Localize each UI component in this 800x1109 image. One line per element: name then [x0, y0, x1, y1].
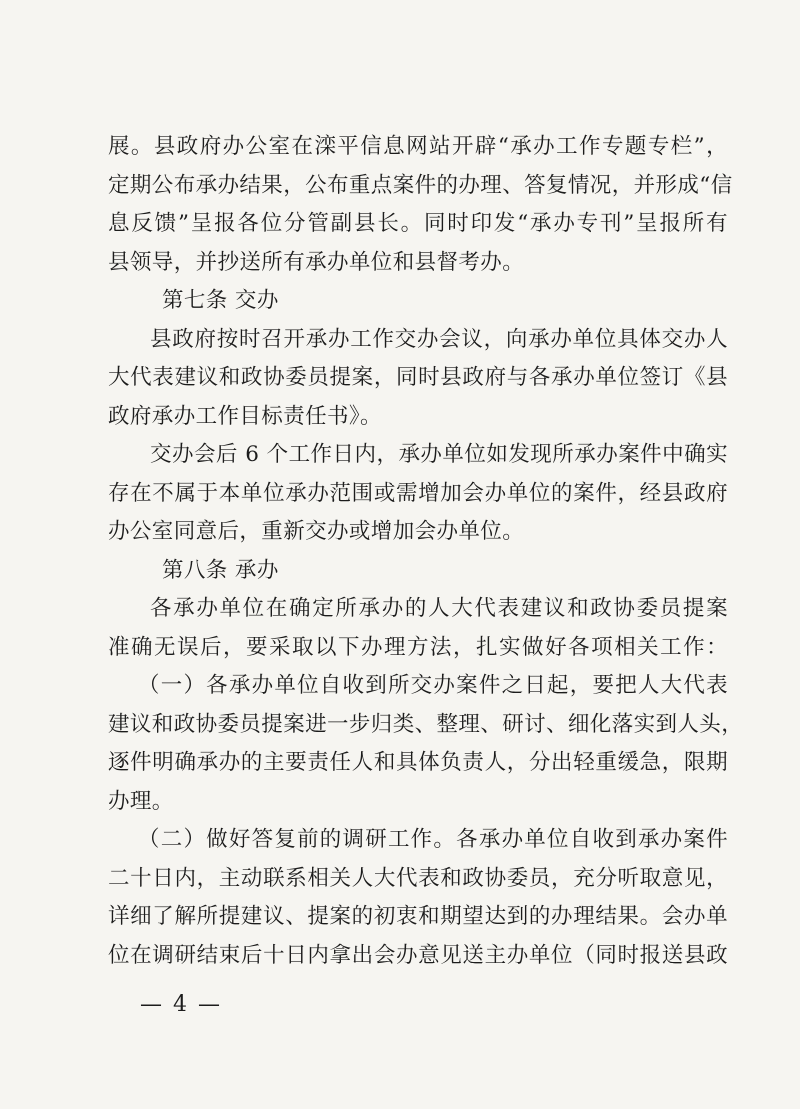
text-line: 展。县政府办公室在滦平信息网站开辟“承办工作专题专栏”， — [108, 134, 728, 159]
text-line: 准确无误后，要采取以下办理方法，扎实做好各项相关工作： — [108, 634, 728, 660]
body-text — [108, 128, 744, 975]
section-heading-article-8: 第八条 承办 — [162, 557, 279, 583]
text-line: 办公室同意后，重新交办或增加会办单位。 — [108, 519, 525, 544]
text-line: 位在调研结束后十日内拿出会办意见送主办单位（同时报送县政 — [108, 942, 728, 968]
text-line: 办理。 — [108, 788, 174, 814]
text-line: 各承办单位在确定所承办的人大代表建议和政协委员提案 — [150, 596, 728, 621]
text-line: 交办会后 6 个工作日内，承办单位如发现所承办案件中确实 — [150, 442, 728, 467]
text-line: 大代表建议和政协委员提案，同时县政府与各承办单位签订《县 — [108, 365, 728, 390]
text-line: 定期公布承办结果，公布重点案件的办理、答复情况，并形成“信 — [108, 172, 733, 198]
text-line: （一）各承办单位自收到所交办案件之日起，要把人大代表 — [138, 673, 728, 698]
page-number: — 4 — — [140, 992, 222, 1017]
text-line: 政府承办工作目标责任书》。 — [108, 403, 382, 429]
text-line: 存在不属于本单位承办范围或需增加会办单位的案件，经县政府 — [108, 480, 728, 506]
text-line: （二）做好答复前的调研工作。各承办单位自收到承办案件 — [138, 827, 728, 852]
text-line: 县领导，并抄送所有承办单位和县督考办。 — [108, 249, 525, 275]
text-line: 逐件明确承办的主要责任人和具体负责人，分出轻重缓急，限期 — [108, 750, 728, 775]
text-line: 息反馈”呈报各位分管副县长。同时印发“承办专刊”呈报所有 — [108, 211, 728, 236]
text-line: 详细了解所提建议、提案的初衷和期望达到的办理结果。会办单 — [108, 904, 728, 929]
text-line: 二十日内，主动联系相关人大代表和政协委员，充分听取意见， — [108, 865, 728, 891]
text-line: 县政府按时召开承办工作交办会议，向承办单位具体交办人 — [150, 326, 728, 352]
text-line: 建议和政协委员提案进一步归类、整理、研讨、细化落实到人头， — [108, 711, 744, 737]
section-heading-article-7: 第七条 交办 — [162, 288, 279, 313]
